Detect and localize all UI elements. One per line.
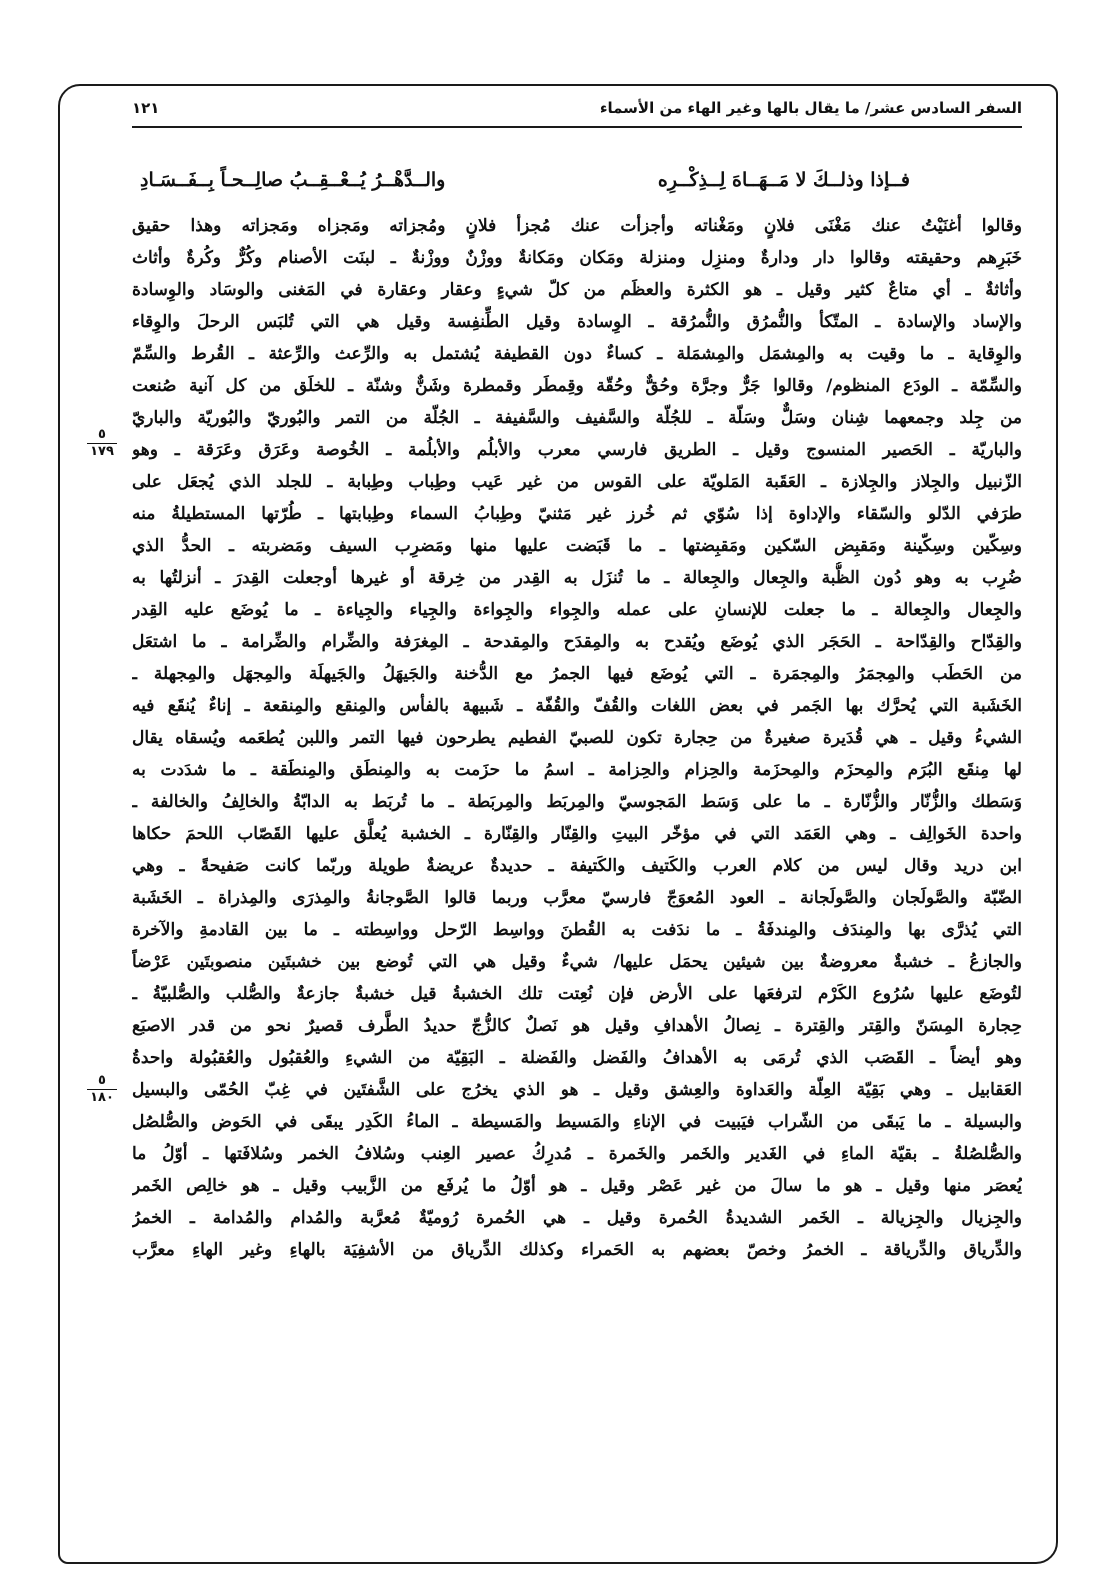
text-line: والسِّمّة ـ الودَع المنظوم/ وقالوا جَرٌّ وجرَّة وحُقٌّ وحُقّة وقِمطَر وقمطرة وشَنٌّ وشنّة ـ للخلَق من كل آنية صُنعت — [132, 376, 1022, 396]
text-line: لها مِنقَع البُرَم والمِحزَم والمِحزَمة والحِزام والحِزامة ـ اسمُ ما حزَمت به والمِنطَق والمِنطَقة ـ ما شدَدت به — [132, 760, 1022, 780]
header-rule — [132, 126, 1022, 128]
text-line: وسِكّين وسِكّينة ومَقبِض السّكين ومَقبِضتها ـ ما قَبَضت عليها منها ومَضرِب السيف ومَضربته ـ الحدُّ الذي — [132, 536, 1022, 556]
margin-page: ١٧٩ — [90, 444, 114, 459]
text-line: وهو أيضاً ـ القَصَب الذي تُرمَى به الأهدافُ والفَضل والفَضلة ـ البَقِيّة من الشيءِ والعُقبُول والعُقبُولة واحدةُ — [132, 1048, 1022, 1068]
header-title: السفر السادس عشر/ ما يقال بالها وغير الهاء من الأسماء — [599, 99, 1022, 117]
text-line: واحدة الخَوالِف ـ وهي العَمَد التي في مؤخّر البيتِ والقِنّار والقِنّارة ـ الخشبة يُعلَّق عليها القَصّاب اللحمَ حكاها — [132, 824, 1022, 844]
text-line: من جِلد وجمعهما شِنان وسَلٌّ وسَلّة ـ للجُلّة والسَّفيف والسَّفيفة ـ الجُلّة من التمر والبُوريّ والبُوريّة والباريّ — [132, 408, 1022, 428]
text-line: ابن دريد وقال ليس من كلام العرب والكَتيف والكَتيفة ـ حديدةٌ عريضةٌ طويلة وربّما كانت صَفيحةً ـ وهي — [132, 856, 1022, 876]
text-line: والوِقاية ـ ما وقيت به والمِشمَل والمِشمَلة ـ كساءٌ دون القطيفة يُشتمل به والرِّعث والرِّعثة ـ القُرط والسِّمّ — [132, 344, 1022, 364]
text-line: والجازعُ ـ خشبةٌ معروضةٌ بين شيئين يحمَل عليها/ شيءٌ وقيل هي التي تُوضع بين خشبتَين منصوبتَين عَرْضاً — [132, 952, 1022, 972]
text-line: والجِزيال والجِزيالة ـ الخَمر الشديدةُ الحُمرة وقيل ـ هي الحُمرة رُوميّةٌ مُعرَّبة والمُدام والمُدامة ـ الخمرُ — [132, 1208, 1022, 1228]
text-line: والبسيلة ـ ما يَبقَى من الشّراب فيَبيت في الإناءِ والمَسيط والمَسيطة ـ الماءُ الكَدِر يبقَى في الحَوض والصُّلصُل — [132, 1112, 1022, 1132]
text-line: والصُّلصُلةُ ـ بقيّة الماءِ في الغَدير والخَمر والخَمرة ـ مُدرِكُ عصير العِنب وسُلافُ الخمر وسُلافَتها ـ أوّلُ ما — [132, 1144, 1022, 1164]
margin-volume: ٥ — [98, 1073, 106, 1088]
text-line: والإساد والإسادة ـ المتّكأ والنُّمرُق والنُّمرُقة ـ الوِسادة وقيل الطِّنفِسة وقيل هي التي تُلبَس الرحلَ والوِقاء — [132, 312, 1022, 332]
text-line: طرَفي الدّلو والسّقاء والإداوة إذا سُوّي ثم خُرز غير مَثنيّ وطِبابُ السماء وطِبابتها ـ طُرّتها المستطيلةُ منه — [132, 504, 1022, 524]
text-line: حِجارة المِسَنّ والقِتر والقِترة ـ نِصالُ الأهدافِ وقيل هو نَصلٌ كالزُّجّ حديدُ الطَّرف قصيرٌ نحو من قدر الاصبَع — [132, 1016, 1022, 1036]
margin-page: ١٨٠ — [90, 1090, 114, 1105]
text-line: وَسَطك والزُّنّار والزُّنّارة ـ ما على وَسَط المَجوسيّ والمِربَط والمِربَطة ـ ما تُربَط به الدابّةُ والخالِفُ والخالفة ـ — [132, 792, 1022, 812]
text-line: والباريّة ـ الحَصير المنسوج وقيل ـ الطريق فارسي معرب والأبلُم والأبلُمة ـ الخُوصة وعَرَق وعَرَقة ـ وهو — [132, 440, 1022, 460]
text-line: من الحَطَب والمِجمَرُ والمِجمَرة ـ التي يُوضَع فيها الجمرُ مع الدُّخنة والجَيهَلُ والجَيهلَة والمِجهَل والمِجهلة ـ — [132, 664, 1022, 684]
text-line: والدِّرياق والدِّرياقة ـ الخمرُ وخصّ بعضهم به الحَمراء وكذلك الدِّرياق من الأشفِيَة بالهاءِ وغير الهاءِ معرَّب — [132, 1240, 1022, 1260]
text-line: الخَشَبة التي يُحرَّك بها الجَمر في بعض اللغات والقُفّ والقُفّة ـ شَبيهة بالفأس والمِنقع والمِنقعة ـ إناءٌ يُنقَع فيه — [132, 696, 1022, 716]
poetry-verse — [140, 163, 910, 197]
text-line: الشيءُ وقيل ـ هي قُدَيرة صغيرةٌ من حِجارة تكون للصبيّ الفطيم يطرحون فيها التمر واللبن يُطعَمه ويُسقاه يقال — [132, 728, 1022, 748]
text-line: العَقابيل ـ وهي بَقِيّة العِلّة والعَداوة والعِشق وقيل ـ هو الذي يخرُج على الشَّفتَين في غِبّ الحُمّى والبسيل — [132, 1080, 1022, 1100]
text-line: لتُوضَع عليها سُرُوع الكَرْم لترفعَها على الأرض فإن نُعِتت تلك الخشبةُ قيل خشبةٌ جازعةٌ والصُّلب والصُّلبيّةُ ـ — [132, 984, 1022, 1004]
text-line: يُعصَر منها وقيل ـ هو ما سالَ من غير عَصْر وقيل ـ هو أوّلُ ما يُرفَع من الزَّبيب وقيل ـ هو خالِص الخَمر — [132, 1176, 1022, 1196]
text-line: التي يُذرَّى بها والمِندَف والمِندفَةُ ـ ما ندَفت به القُطنَ وواسِط الرّحل وواسِطته ـ ما بين القادمةِ والآخرة — [132, 920, 1022, 940]
margin-reference — [82, 428, 122, 459]
text-line: وقالوا أغنَيْتُ عنك مَغْنَى فلانٍ ومَغْناته وأجزأت عنك مُجزأ فلانٍ ومُجزاته ومَجزاه ومَجزاته وهذا حقيق — [132, 216, 1022, 236]
text-line: خَبَرِهم وحقيقته وقالوا دار ودارةٌ ومنزِل ومنزلة ومَكان ومَكانةٌ ووزْنٌ ووزْنةٌ ـ لبنَت الأصنام وكُرٌّ وكُرةٌ وأثاث — [132, 248, 1022, 268]
text-line: وأثاثةٌ ـ أي متاعٌ كثير وقيل ـ هو الكثرة والعظَم من كلّ شيءٍ وعقار وعقارة في المَغنى والوسَاد والوِسادة — [132, 280, 1022, 300]
text-line: الضّبّة والصَّولَجان والصَّولَجانة ـ العود المُعوَجّ فارسيّ معرَّب وربما قالوا الصَّوجانةُ والمِذرَى والمِذراة ـ الخَشَبة — [132, 888, 1022, 908]
margin-volume: ٥ — [98, 427, 106, 442]
page-number: ١٢١ — [132, 99, 160, 117]
text-line: ضُرِب به وهو دُون الظُّبة والجِعال والجِعالة ـ ما تُنزَل به القِدر من خِرقة أو غيرها أوجعلت القِدرَ ـ أنزلتُها به — [132, 568, 1022, 588]
margin-reference — [82, 1074, 122, 1105]
verse-second-hemistich: والــدَّهْــرُ يُــعْــقِــبُ صالِــحـاً بِــفَــسَـادِ — [140, 169, 446, 191]
text-line: الزّنبيل والجِلاز والجِلازة ـ العَقَبة المَلويّة على القوس من غير عَيب وطِباب وطِبابة ـ للجلد الذي يُجعَل على — [132, 472, 1022, 492]
text-line: والجِعال والجِعالة ـ ما جعلت للإنسانِ على عمله والجِواء والجِواءة والجِياء والجِياءة ـ ما يُوضَع عليه القِدر — [132, 600, 1022, 620]
verse-first-hemistich: فــإذا وذلــكَ لا مَــهَــاهَ لِــذِكْــرِه — [657, 169, 910, 191]
text-line: والقِدّاح والقِدّاحة ـ الحَجَر الذي يُوضَع ويُقدح به والمِقدَح والمِقدحة ـ المِغرَفة والضِّرام والضِّرامة ـ ما اشتعَل — [132, 632, 1022, 652]
running-header — [132, 94, 1022, 122]
